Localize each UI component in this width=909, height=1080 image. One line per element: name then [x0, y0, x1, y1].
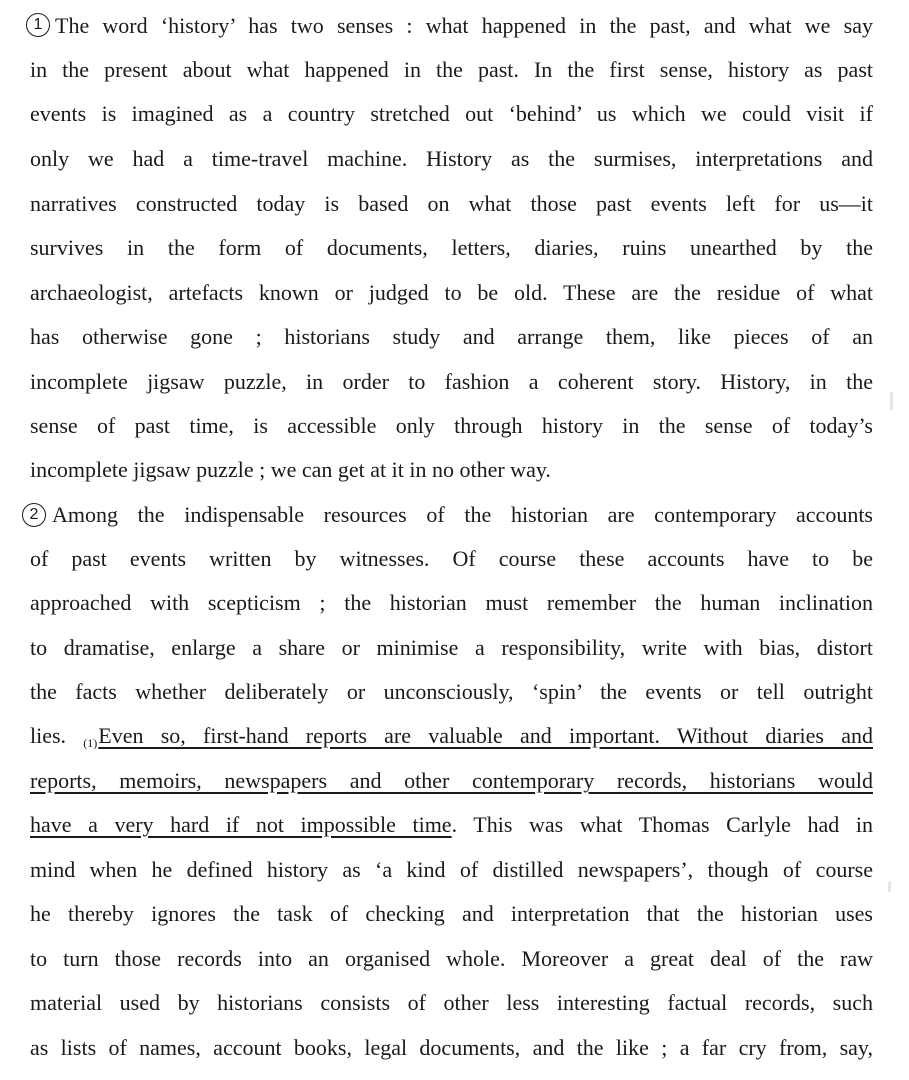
paragraph-2-line-5: the facts whether deliberately or unconsciously, ‘spin’ the events or tell outright — [30, 679, 873, 704]
paragraph-1-line-10: sense of past time, is accessible only through history in the sense of today’s — [30, 413, 873, 438]
scan-artifact — [890, 392, 893, 410]
paragraph-1-line-7: archaeologist, artefacts known or judged to be old. These are the residue of what — [30, 280, 873, 305]
paragraph-2-line-2: of past events written by witnesses. Of course these accounts have to be — [30, 546, 873, 571]
underline-marker-1: (1) — [83, 736, 98, 750]
paragraph-1-line-11: incomplete jigsaw puzzle ; we can get at it in no other way. — [30, 457, 551, 482]
paragraph-1-line-4: only we had a time-travel machine. History as the surmises, interpretations and — [30, 146, 873, 171]
paragraph-2-line-6 — [30, 719, 873, 753]
line-8-trailing-text: . This was what Thomas Carlyle had in — [451, 812, 873, 837]
paragraph-1-line-6: survives in the form of documents, letters, diaries, ruins unearthed by the — [30, 235, 873, 260]
paragraph-number-1: 1 — [26, 13, 50, 37]
paragraph-2-line-12: material used by historians consists of other less interesting factual records, such — [30, 990, 873, 1015]
paragraph-2-line-10: he thereby ignores the task of checking and interpretation that the historian uses — [30, 901, 873, 926]
paragraph-2-line-11: to turn those records into an organised whole. Moreover a great deal of the raw — [30, 946, 873, 971]
paragraph-1-line-8: has otherwise gone ; historians study and arrange them, like pieces of an — [30, 324, 873, 349]
paragraph-2-line-9: mind when he defined history as ‘a kind of distilled newspapers’, though of course — [30, 857, 873, 882]
underlined-passage-part-3: have a very hard if not impossible time — [30, 812, 452, 837]
paragraph-1-line-9: incomplete jigsaw puzzle, in order to fashion a coherent story. History, in the — [30, 369, 873, 394]
line-6-lead-text: lies. — [30, 723, 84, 748]
paragraph-2-line-1: Among the indispensable resources of the historian are contemporary accounts — [52, 502, 873, 527]
paragraph-1-line-1: The word ‘history’ has two senses : what happened in the past, and what we say — [55, 13, 873, 38]
paragraph-2-line-3: approached with scepticism ; the historian must remember the human inclination — [30, 590, 873, 615]
paragraph-number-2: 2 — [22, 503, 46, 527]
paragraph-2-line-13: as lists of names, account books, legal documents, and the like ; a far cry from, say, — [30, 1035, 873, 1060]
paragraph-1-line-5: narratives constructed today is based on what those past events left for us—it — [30, 191, 873, 216]
paragraph-1-line-2: in the present about what happened in the past. In the first sense, history as past — [30, 57, 873, 82]
paragraph-2-line-8 — [30, 808, 873, 842]
underlined-passage-part-1: Even so, first-hand reports are valuable and important. Without diaries and — [98, 723, 873, 748]
paragraph-1-line-3: events is imagined as a country stretched out ‘behind’ us which we could visit if — [30, 101, 873, 126]
scan-artifact — [888, 882, 891, 892]
underlined-passage-part-2: reports, memoirs, newspapers and other contemporary records, historians would — [30, 768, 873, 793]
paragraph-2-line-4: to dramatise, enlarge a share or minimise a responsibility, write with bias, distort — [30, 635, 873, 660]
